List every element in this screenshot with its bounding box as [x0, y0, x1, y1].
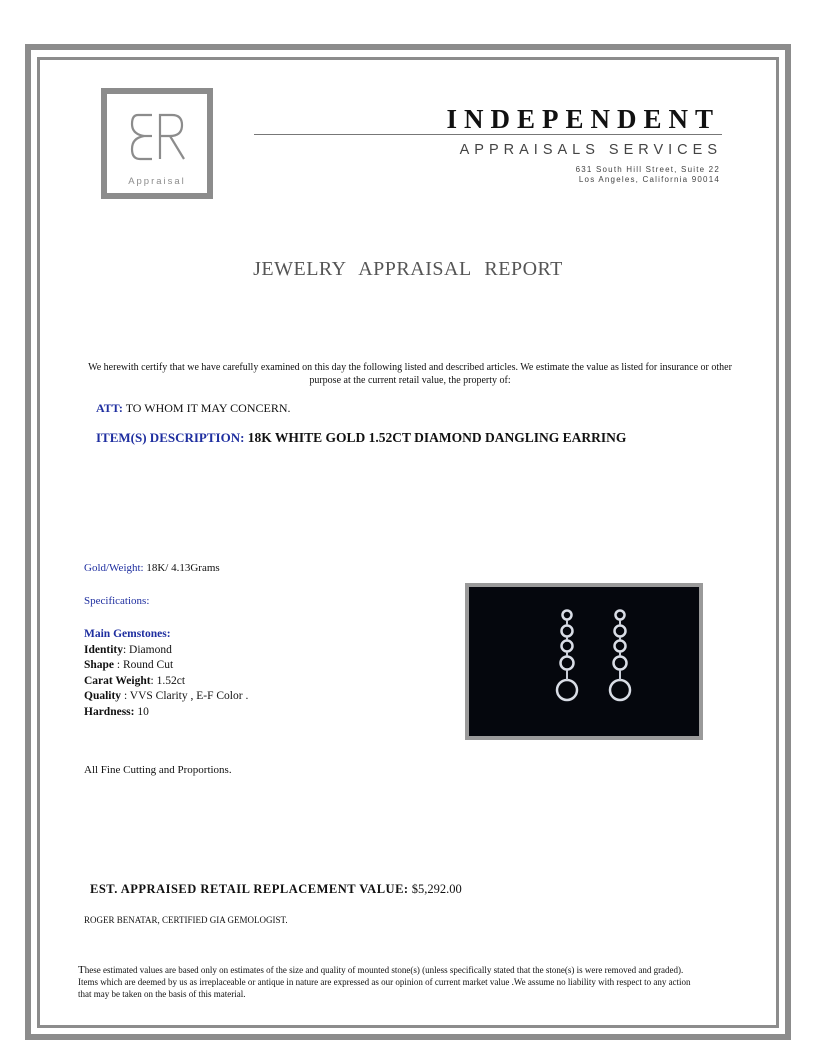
appraised-value	[90, 882, 462, 897]
gemstones-heading: Main Gemstones:	[84, 628, 171, 640]
hardness-label: Hardness:	[84, 705, 135, 718]
shape-value: : Round Cut	[114, 659, 174, 671]
certification-text: We herewith certify that we have carefully examined on this day the following listed and described articles. We estimate the value as listed for insurance or other purpose at the current retail value, the property of:	[88, 362, 732, 386]
identity-row	[84, 643, 248, 659]
identity-label: Identity	[84, 643, 123, 656]
address-line-1: 631 South Hill Street, Suite 22	[575, 165, 720, 174]
diamond-earrings-icon	[469, 587, 699, 736]
item-label: ITEM(S) DESCRIPTION:	[96, 430, 245, 445]
identity-value: : Diamond	[122, 643, 172, 656]
signer: ROGER BENATAR, CERTIFIED GIA GEMOLOGIST.	[84, 915, 288, 925]
company-subtitle: APPRAISALS SERVICES	[459, 142, 722, 158]
carat-row	[84, 674, 248, 690]
shape-row	[84, 658, 248, 674]
carat-label: Carat Weight	[84, 674, 151, 687]
br-monogram-icon	[130, 112, 186, 162]
att-value: TO WHOM IT MAY CONCERN.	[125, 401, 291, 415]
specifications-label: Specifications:	[84, 595, 150, 607]
address-line-2: Los Angeles, California 90014	[578, 175, 720, 184]
att-label: ATT:	[96, 401, 123, 415]
shape-label: Shape	[84, 659, 115, 671]
gold-label: Gold/Weight:	[84, 562, 144, 574]
hardness-row	[84, 705, 248, 721]
cutting-note: All Fine Cutting and Proportions.	[84, 764, 232, 776]
att-line	[96, 401, 290, 416]
logo	[101, 88, 213, 199]
value-amount: $5,292.00	[411, 882, 462, 896]
report-title: JEWELRY APPRAISAL REPORT	[253, 258, 563, 280]
item-description	[96, 430, 626, 446]
disclaimer-initial: T	[78, 964, 85, 976]
hardness-value: 10	[134, 705, 149, 718]
gold-weight	[84, 562, 220, 574]
quality-row	[84, 689, 248, 705]
quality-value: : VVS Clarity , E-F Color .	[121, 690, 249, 702]
carat-value: : 1.52ct	[150, 674, 186, 687]
company-name: INDEPENDENT	[446, 104, 720, 134]
gemstones-block	[84, 627, 248, 720]
disclaimer-text: hese estimated values are based only on estimates of the size and quality of mounted stone(s) (unless specifically stated that the stone(s) is were removed and graded). Items which are deemed by us as irreplaceable or antique in nature are expressed as our opinion of current market value .We assume no liability with respect to any action that may be taken on the basis of this material.	[78, 965, 691, 999]
item-value: 18K WHITE GOLD 1.52CT DIAMOND DANGLING EARRING	[247, 430, 627, 445]
value-label: EST. APPRAISED RETAIL REPLACEMENT VALUE:	[90, 882, 409, 896]
gold-value: 18K/ 4.13Grams	[146, 562, 220, 574]
disclaimer	[78, 964, 698, 1000]
logo-caption: Appraisal	[128, 176, 186, 187]
quality-label: Quality	[84, 690, 122, 702]
earring-photo	[465, 583, 703, 740]
